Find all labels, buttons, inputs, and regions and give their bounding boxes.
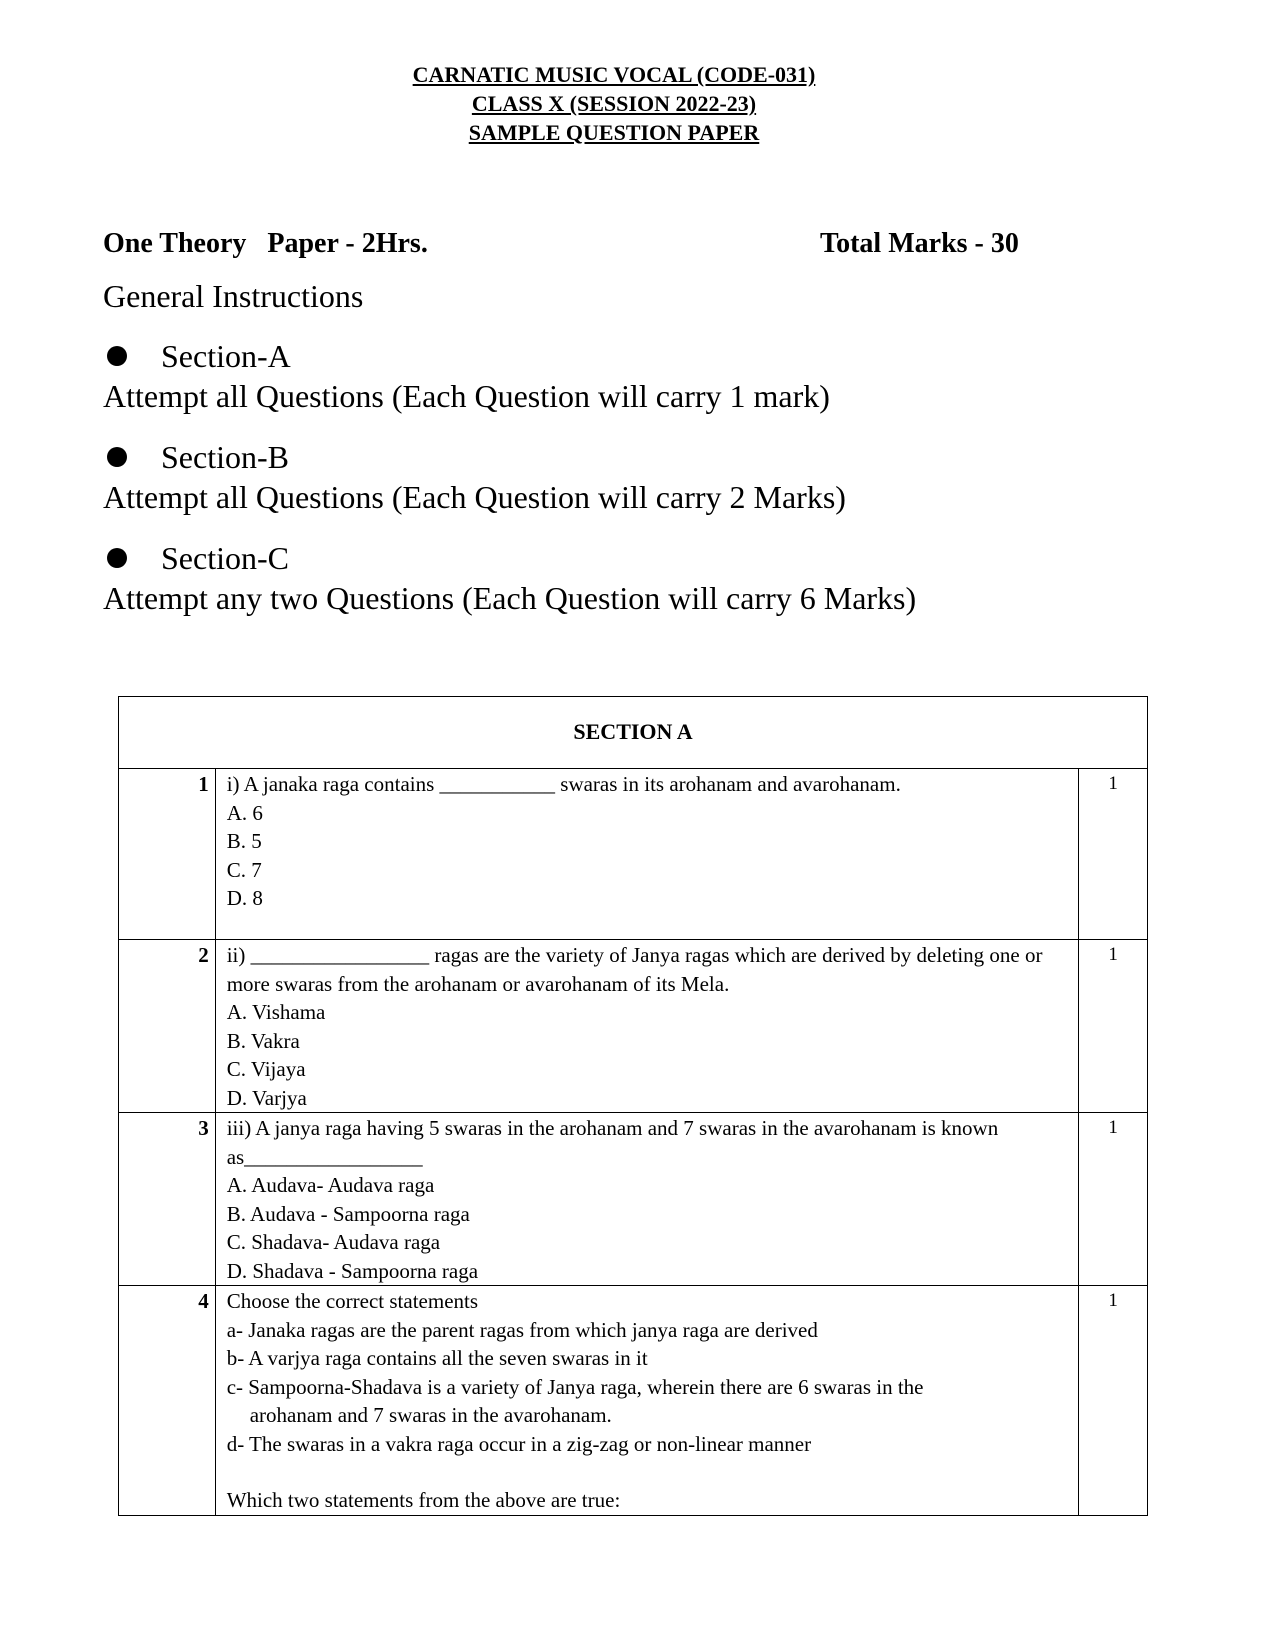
bullet-icon [107,548,127,568]
question-row [119,940,1148,1113]
question-number: 1 [119,769,216,940]
general-instructions-heading: General Instructions [103,278,364,314]
question-number: 2 [119,940,216,1113]
section-name: Section-C [161,539,289,576]
statement: c- Sampoorna-Shadava is a variety of Janya raga, wherein there are 6 swaras in the [226,1374,924,1399]
question-stem: i) A janaka raga contains ___________ swaras in its arohanam and avarohanam. [226,772,901,796]
question-prompt: Which two statements from the above are true: [226,1488,621,1512]
statement: b- A varjya raga contains all the seven swaras in it [226,1346,648,1370]
bullet-icon [107,447,127,467]
statement: d- The swaras in a vakra raga occur in a zig-zag or non-linear manner [226,1431,812,1456]
question-text [215,1113,1079,1286]
option: D. 8 [226,886,263,910]
question-text [215,769,1079,940]
section-name: Section-B [161,438,289,475]
section-name: Section-A [161,337,291,374]
option: C. Vijaya [226,1057,306,1081]
question-text [215,1286,1079,1516]
total-marks: Total Marks - 30 [820,228,1019,259]
question-marks: 1 [1079,769,1148,940]
bullet-icon [107,346,127,366]
question-marks: 1 [1079,1113,1148,1286]
option: A. Vishama [226,1000,326,1024]
option: A. 6 [226,800,263,825]
question-number: 4 [119,1286,216,1516]
question-number: 3 [119,1113,216,1286]
instruction-section-a [103,336,830,416]
instruction-section-c [103,538,916,618]
option: B. 5 [226,829,262,853]
paper-type-title: SAMPLE QUESTION PAPER [468,120,760,145]
section-instruction: Attempt any two Questions (Each Question will carry 6 Marks) [103,580,917,616]
class-session-title: CLASS X (SESSION 2022-23) [471,91,757,116]
question-stem: iii) A janya raga having 5 swaras in the arohanam and 7 swaras in the avarohanam is known as_________________ [226,1116,999,1169]
question-row [119,769,1148,940]
option: D. Shadava - Sampoorna raga [226,1258,479,1283]
question-text [215,940,1079,1113]
statement: a- Janaka ragas are the parent ragas from which janya raga are derived [226,1317,818,1342]
instruction-section-b [103,437,846,517]
option: B. Audava - Sampoorna raga [226,1201,470,1226]
option: C. Shadava- Audava raga [226,1230,441,1254]
option: B. Vakra [226,1028,300,1053]
question-marks: 1 [1079,1286,1148,1516]
question-row [119,1286,1148,1516]
option: C. 7 [226,857,262,882]
title-block [0,60,1228,147]
section-instruction: Attempt all Questions (Each Question will carry 1 mark) [103,378,830,414]
section-heading: SECTION A [119,697,1148,769]
question-row [119,1113,1148,1286]
statement-continuation: arohanam and 7 swaras in the avarohanam. [249,1403,612,1427]
subject-title: CARNATIC MUSIC VOCAL (CODE-031) [412,62,816,87]
option: D. Varjya [226,1085,307,1110]
spacer [227,1458,1073,1486]
section-instruction: Attempt all Questions (Each Question will carry 2 Marks) [103,479,846,515]
paper-duration: One Theory Paper - 2Hrs. [103,228,428,259]
option: A. Audava- Audava raga [226,1173,435,1197]
question-stem: ii) _________________ ragas are the variety of Janya ragas which are derived by deleting one or more swaras from the arohanam or avarohanam of its Mela. [226,943,1043,996]
question-marks: 1 [1079,940,1148,1113]
section-a-table [118,696,1148,1516]
question-stem: Choose the correct statements [226,1289,479,1313]
section-heading-row [119,697,1148,769]
